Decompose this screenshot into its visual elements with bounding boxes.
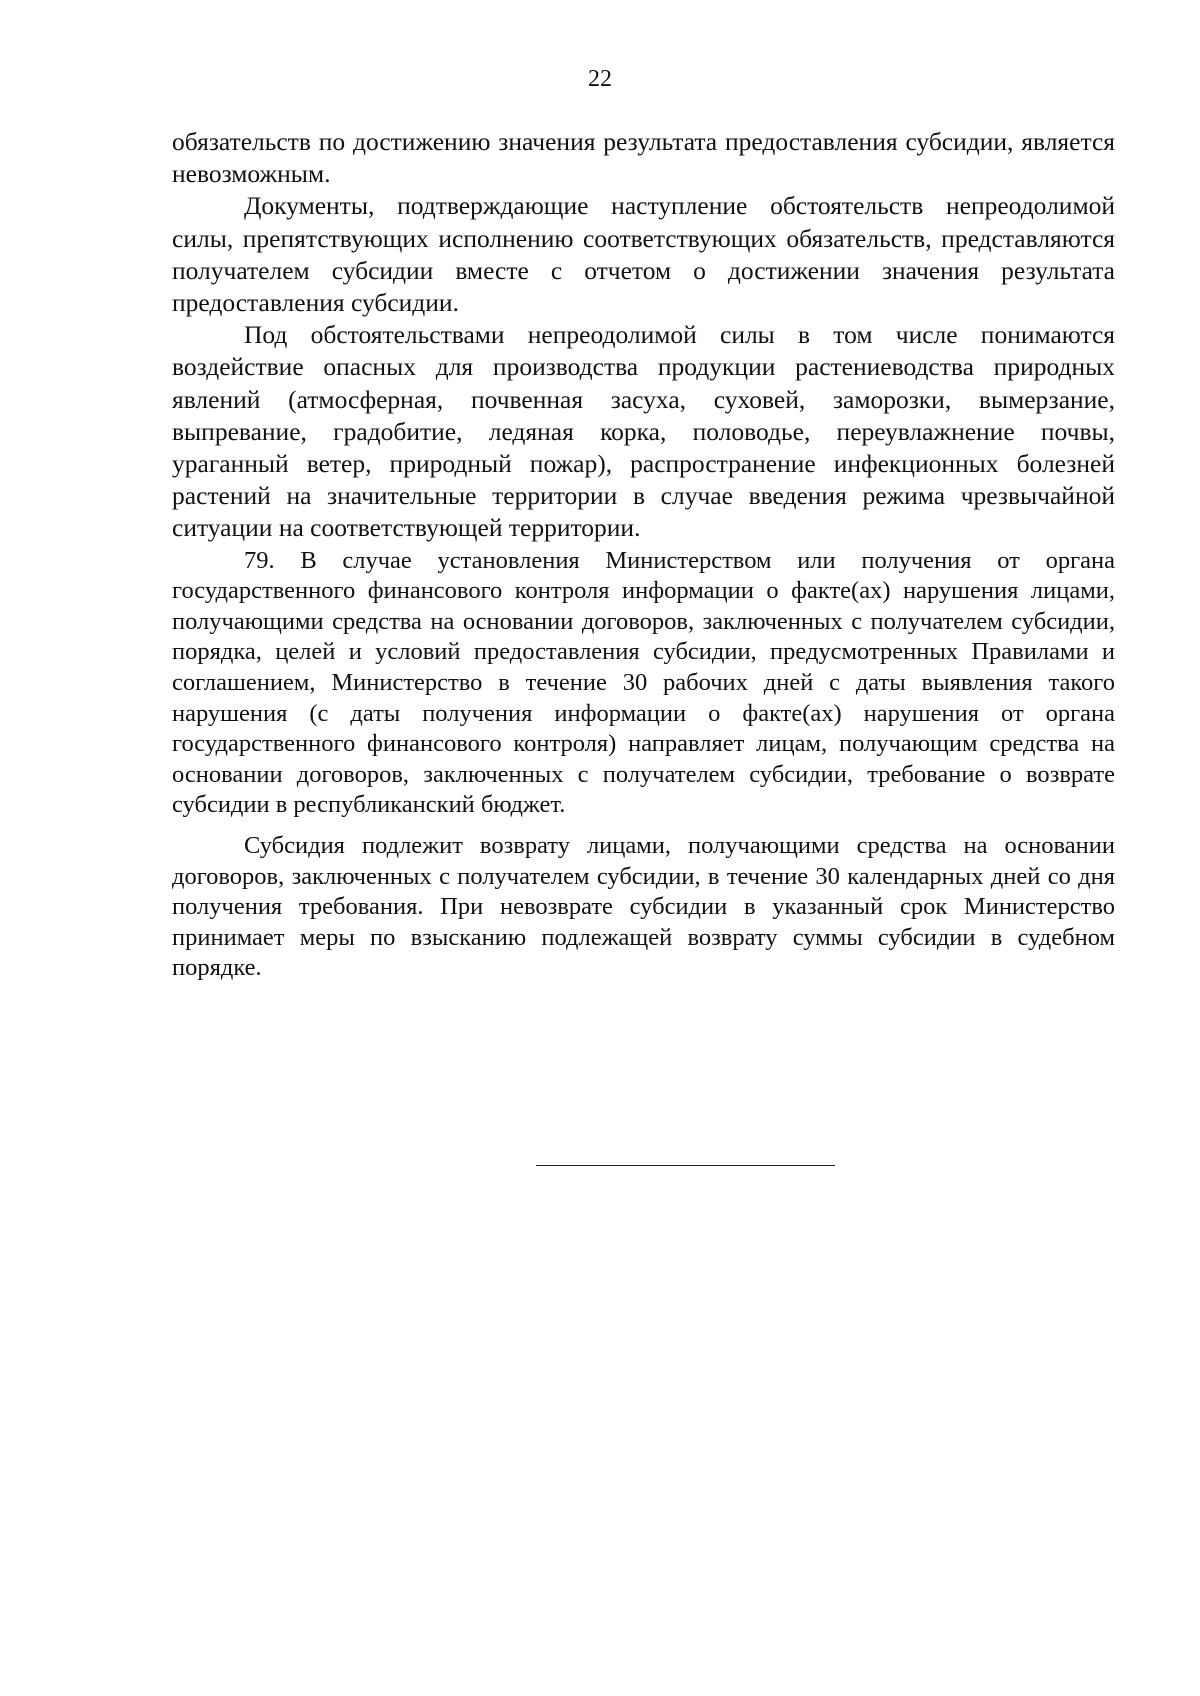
paragraph-result-impossible: обязательств по достижению значения результата предоставления субсидии, является невозможным. [172, 127, 1115, 189]
paragraph-subsidy-return: Субсидия подлежит возврату лицами, получающими средства на основании договоров, заключенных с получателем субсидии, в течение 30 календарных дней со дня получения требования. При невозврате субсидии в указанный срок Министерство принимает меры по взысканию подлежащей возврату суммы субсидии в судебном порядке. [172, 831, 1115, 982]
paragraph-item-79: 79. В случае установления Министерством или получения от органа государственного финансового контроля информации о факте(ах) нарушения лицами, получающими средства на основании договоров, заключенных с получателем субсидии, порядка, целей и условий предоставления субсидии, предусмотренных Правилами и соглашением, Министерство в течение 30 рабочих дней с даты выявления такого нарушения (с даты получения информации о факте(ах) нарушения от органа государственного финансового контроля) направляет лицам, получающим средства на основании договоров, заключенных с получателем субсидии, требование о возврате субсидии в республиканский бюджет. [172, 546, 1115, 819]
document-body [172, 126, 1115, 984]
paragraph-force-majeure-documents: Документы, подтверждающие наступление обстоятельств непреодолимой силы, препятствующих исполнению соответствующих обязательств, представляются получателем субсидии вместе с отчетом о достижении значения результата предоставления субсидии. [172, 191, 1115, 318]
paragraph-force-majeure-definition: Под обстоятельствами непреодолимой силы в том числе понимаются воздействие опасных для производства продукции растениеводства природных явлений (атмосферная, почвенная засуха, суховей, заморозки, вымерзание, выпревание, градобитие, ледяная корка, половодье, переувлажнение почвы, ураганный ветер, природный пожар), распространение инфекционных болезней растений на значительные территории в случае введения режима чрезвычайной ситуации на соответствующей территории. [172, 320, 1115, 543]
closing-divider [536, 1165, 835, 1166]
page-number: 22 [588, 66, 612, 92]
